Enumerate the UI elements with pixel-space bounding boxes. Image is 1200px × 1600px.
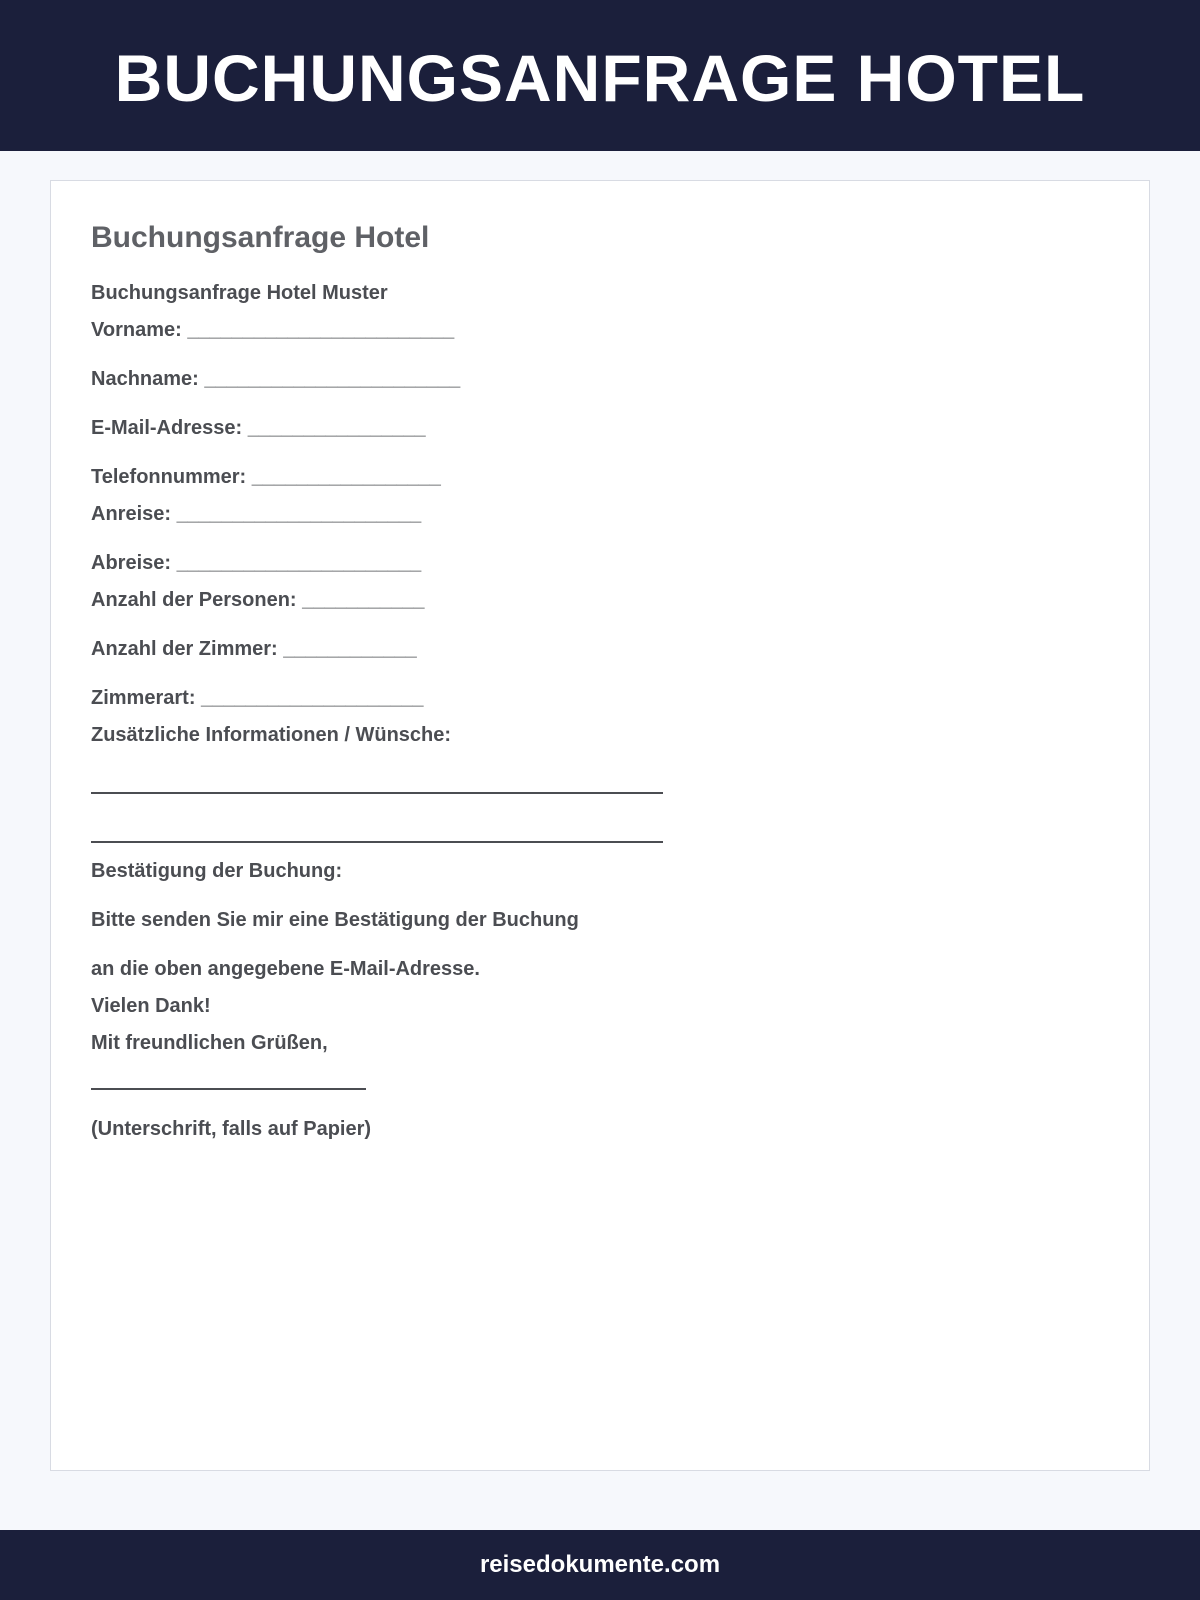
field-vorname: Vorname: ________________________ [91,319,455,341]
info-label: Zusätzliche Informationen / Wünsche: [91,724,452,746]
field-telefon: Telefonnummer: _________________ [91,466,441,488]
page-footer [0,1530,1200,1600]
signature-note: (Unterschrift, falls auf Papier) [91,1118,372,1140]
confirmation-text-2: an die oben angegebene E-Mail-Adresse. [91,958,480,980]
confirmation-text-1: Bitte senden Sie mir eine Bestätigung der Buchung [91,909,579,931]
field-zimmer: Anzahl der Zimmer: ____________ [91,638,417,660]
document-title: Buchungsanfrage Hotel [91,221,430,254]
info-blank-line-2 [91,841,663,843]
field-zimmerart: Zimmerart: ____________________ [91,687,424,709]
info-blank-line-1 [91,792,663,794]
signature-line [91,1088,366,1090]
footer-website: reisedokumente.com [479,1551,721,1578]
confirmation-label: Bestätigung der Buchung: [91,860,343,882]
field-abreise: Abreise: ______________________ [91,552,422,574]
document-card [50,180,1150,1471]
header-title: BUCHUNGSANFRAGE HOTEL [114,40,1086,115]
thanks-text: Vielen Dank! [91,995,211,1017]
closing-text: Mit freundlichen Grüßen, [91,1032,328,1054]
document-subtitle: Buchungsanfrage Hotel Muster [91,282,388,304]
field-nachname: Nachname: _______________________ [91,368,461,390]
page-header [0,0,1200,151]
field-anreise: Anreise: ______________________ [91,503,422,525]
field-personen: Anzahl der Personen: ___________ [91,589,425,611]
field-email: E-Mail-Adresse: ________________ [91,417,426,439]
